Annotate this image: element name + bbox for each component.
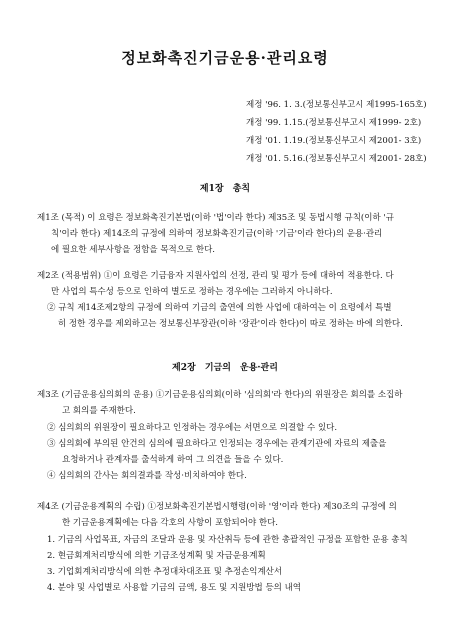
article-line: 칙'이라 한다) 제14조의 규정에 의하여 정보화촉진기금(이하 '기금'이라 한다)의 운용·관리 (51, 229, 383, 239)
article-line: ② 심의회의 위원장이 필요하다고 인정하는 경우에는 서면으로 의결할 수 있다. (47, 423, 338, 433)
chapter-heading: 제2장 기금의 운용·관리 (172, 363, 278, 373)
list-item: 3. 기업회계처리방식에 의한 추정대차대조표 및 추정손익계산서 (47, 567, 283, 577)
list-item: 1. 기금의 사업목표, 자금의 조달과 운용 및 자산취득 등에 관한 총괄적인 규정을 포함한 운용 총칙 (47, 535, 408, 545)
document-title: 정보화촉진기금운용·관리요령 (121, 49, 329, 67)
article-line: 에 필요한 세부사항을 정함을 목적으로 한다. (51, 245, 216, 255)
revision-line: 개정 '01. 1.19.(정보통신부고시 제2001- 3호) (246, 136, 422, 146)
article-line: ④ 심의회의 간사는 회의결과를 작성·비치하여야 한다. (47, 471, 247, 481)
article-line: 요청하거나 관계자를 출석하게 하여 그 의견을 들을 수 있다. (62, 455, 284, 465)
article-line: 한 기금운용계획에는 다음 각호의 사항이 포함되어야 한다. (62, 518, 278, 528)
revision-line: 제정 '96. 1. 3.(정보통신부고시 제1995-165호) (246, 100, 427, 110)
article-line: 제2조 (적용범위) ①이 요령은 기금융자 지원사업의 선정, 관리 및 평가 등에 대하여 적용한다. 다 (37, 271, 394, 281)
revision-line: 개정 '01. 5.16.(정보통신부고시 제2001- 28호) (246, 154, 427, 164)
article-line: 만 사업의 특수성 등으로 인하여 별도로 정하는 경우에는 그러하지 아니하다. (51, 287, 333, 297)
article-line: ③ 심의회에 부의된 안건의 심의에 필요하다고 인정되는 경우에는 관계기관에 자료의 제출을 (47, 439, 387, 449)
article-line: ② 규칙 제14조제2항의 규정에 의하여 기금의 출연에 의한 사업에 대하여는 이 요령에서 특별 (47, 303, 392, 313)
article-line: 제4조 (기금운용계획의 수립) ①정보화촉진기본법시행령(이하 '영'이라 한다) 제30조의 규정에 의 (37, 502, 397, 512)
article-line: 제3조 (기금운용심의회의 운용) ①기금운용심의회(이하 '심의회'라 한다)의 위원장은 회의를 소집하 (37, 390, 403, 400)
article-line: 제1조 (목적) 이 요령은 정보화촉진기본법(이하 '법'이라 한다) 제35조 및 동법시행 규칙(이하 '규 (37, 213, 394, 223)
revision-line: 개정 '99. 1.15.(정보통신부고시 제1999- 2호) (246, 118, 422, 128)
article-line: 고 회의를 주재한다. (62, 406, 136, 416)
list-item: 4. 분야 및 사업별로 사용할 기금의 금액, 용도 및 지원방법 등의 내역 (47, 583, 302, 593)
list-item: 2. 현금회계처리방식에 의한 기금조성계획 및 자금운용계획 (47, 551, 266, 561)
chapter-heading: 제1장 총칙 (199, 184, 251, 194)
article-line: 히 정한 경우를 제외하고는 정보통신부장관(이하 '장관'이라 한다)이 따로 정하는 바에 의한다. (58, 319, 403, 329)
